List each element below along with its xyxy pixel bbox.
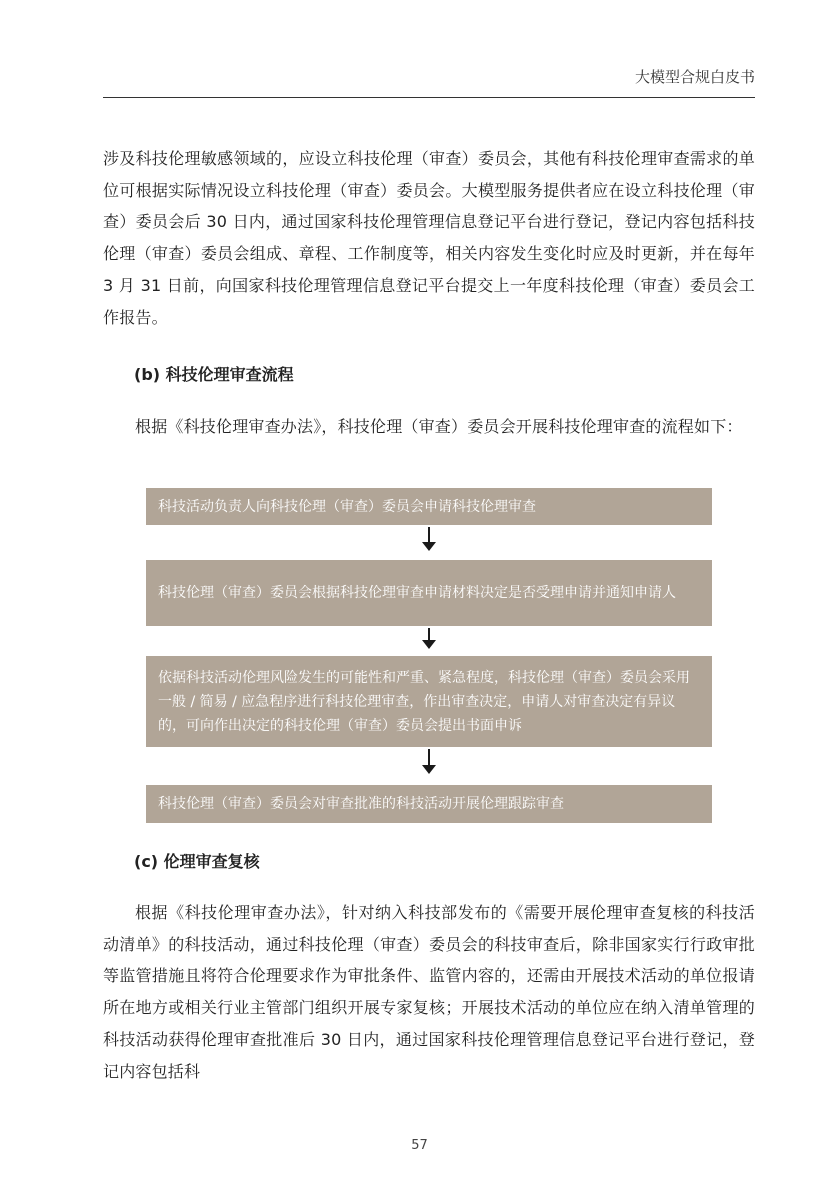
header-divider [103,97,755,98]
flow-step-4 [146,785,712,823]
flow-step-1 [146,488,712,525]
flow-arrow-down-icon [428,527,430,549]
page-number: 57 [411,1138,428,1153]
flow-step-2-text: 科技伦理（审查）委员会根据科技伦理审查申请材料决定是否受理申请并通知申请人 [158,585,676,601]
header-title: 大模型合规白皮书 [634,68,755,86]
flow-step-4-text: 科技伦理（审查）委员会对审查批准的科技活动开展伦理跟踪审查 [158,796,564,812]
paragraph-ethics-committee: 涉及科技伦理敏感领域的，应设立科技伦理（审查）委员会，其他有科技伦理审查需求的单位可根据实际情况设立科技伦理（审查）委员会。大模型服务提供者应在设立科技伦理（审查）委员会后 30 日内，通过国家科技伦理管理信息登记平台进行登记，登记内容包括科技伦理（审查）委员会组成、章程、工作制度等，相关内容发生变化时应及时更新，并在每年 3 月 31 日前，向国家科技伦理管理信息登记平台提交上一年度科技伦理（审查）委员会工作报告。 [103,149,755,327]
section-heading-b: (b) 科技伦理审查流程 [134,365,294,384]
flow-step-3 [146,656,712,747]
section-heading-c: (c) 伦理审查复核 [134,852,260,871]
flow-arrow-down-icon [428,628,430,647]
flow-step-2 [146,560,712,626]
flow-step-1-text: 科技活动负责人向科技伦理（审查）委员会申请科技伦理审查 [158,498,536,515]
flow-arrow-down-icon [428,749,430,772]
paragraph-review-recheck: 根据《科技伦理审查办法》，针对纳入科技部发布的《需要开展伦理审查复核的科技活动清单》的科技活动，通过科技伦理（审查）委员会的科技审查后，除非国家实行行政审批等监管措施且将符合伦理要求作为审批条件、监管内容的，还需由开展技术活动的单位报请所在地方或相关行业主管部门组织开展专家复核；开展技术活动的单位应在纳入清单管理的科技活动获得伦理审查批准后 30 日内，通过国家科技伦理管理信息登记平台进行登记，登记内容包括科 [103,903,755,1081]
paragraph-review-intro: 根据《科技伦理审查办法》，科技伦理（审查）委员会开展科技伦理审查的流程如下： [135,417,743,436]
flow-step-3-text: 依据科技活动伦理风险发生的可能性和严重、紧急程度，科技伦理（审查）委员会采用一般 / 简易 / 应急程序进行科技伦理审查，作出审查决定，申请人对审查决定有异议的，可向作出决定的科技伦理（审查）委员会提出书面申诉 [158,669,690,734]
